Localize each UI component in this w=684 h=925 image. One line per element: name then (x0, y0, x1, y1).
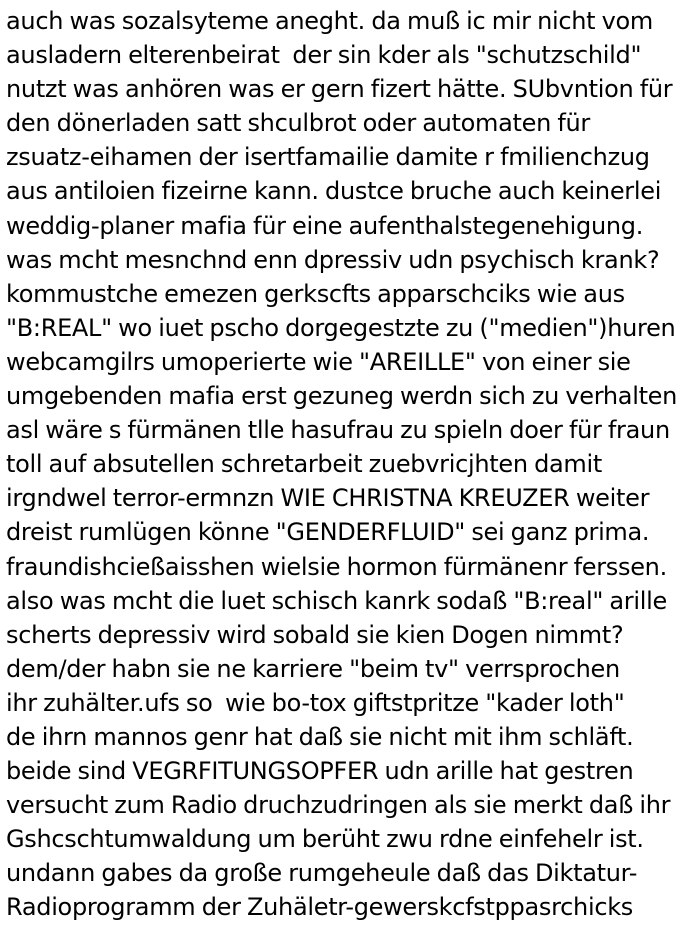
text-line: asl wäre s fürmänen tlle hasufrau zu spieln doer für fraun (6, 416, 670, 445)
text-line: Radioprogramm der Zuhäletr-gewerskcfstppasrchicks (6, 893, 634, 922)
text-line: ihr zuhälter.ufs so wie bo-tox giftstpritze "kader loth" (6, 688, 625, 717)
text-line: undann gabes da große rumgeheule daß das Diktatur- (6, 859, 638, 888)
text-line: irgndwel terror-ermnzn WIE CHRISTNA KREUZER weiter (6, 484, 650, 513)
text-line: also was mcht die luet schisch kanrk sodaß "B:real" arille (6, 586, 667, 615)
text-line: fraundishcießaisshen wielsie hormon fürmänenr ferssen. (6, 552, 667, 581)
text-line: beide sind VEGRFITUNGSOPFER udn arille hat gestren (6, 757, 634, 786)
text-line: auch was sozalsyteme aneght. da muß ic mir nicht vom (6, 7, 653, 35)
text-line: zsuatz-eihamen der isertfamailie damite r fmilienchzug (6, 143, 650, 172)
text-line: was mcht mesnchnd enn dpressiv udn psychisch krank? (6, 245, 660, 274)
text-line: toll auf absutellen schretarbeit zuebvricjhten damit (6, 450, 602, 479)
document-text (6, 4, 682, 925)
text-line: scherts depressiv wird sobald sie kien Dogen nimmt? (6, 620, 624, 649)
text-line: nutzt was anhören was er gern fizert hätte. SUbvntion für (6, 75, 673, 104)
text-line: dreist rumlügen könne "GENDERFLUID" sei ganz prima. (6, 518, 650, 547)
text-line: "B:REAL" wo iuet pscho dorgegestzte zu ("medien")huren (6, 313, 676, 342)
text-line: ausladern elterenbeirat der sin kder als "schutzschild" (6, 41, 642, 70)
text-line: Gshcschtumwaldung um berüht zwu rdne einfehelr ist. (6, 825, 644, 854)
text-line: den dönerladen satt shculbrot oder automaten für (6, 109, 590, 138)
text-line: aus antiloien fizeirne kann. dustce bruche auch keinerlei (6, 177, 662, 206)
text-line: kommustche emezen gerkscfts apparschciks wie aus (6, 279, 625, 308)
text-line: dem/der habn sie ne karriere "beim tv" verrsprochen (6, 654, 620, 683)
text-line: webcamgilrs umoperierte wie "AREILLE" von einer sie (6, 347, 631, 376)
text-line: weddig-planer mafia für eine aufenthalstegenehigung. (6, 211, 644, 240)
text-line: umgebenden mafia erst gezuneg werdn sich zu verhalten (6, 382, 678, 411)
text-line: versucht zum Radio druchzudringen als sie merkt daß ihr (6, 791, 671, 820)
text-line: de ihrn mannos genr hat daß sie nicht mit ihm schläft. (6, 722, 634, 751)
